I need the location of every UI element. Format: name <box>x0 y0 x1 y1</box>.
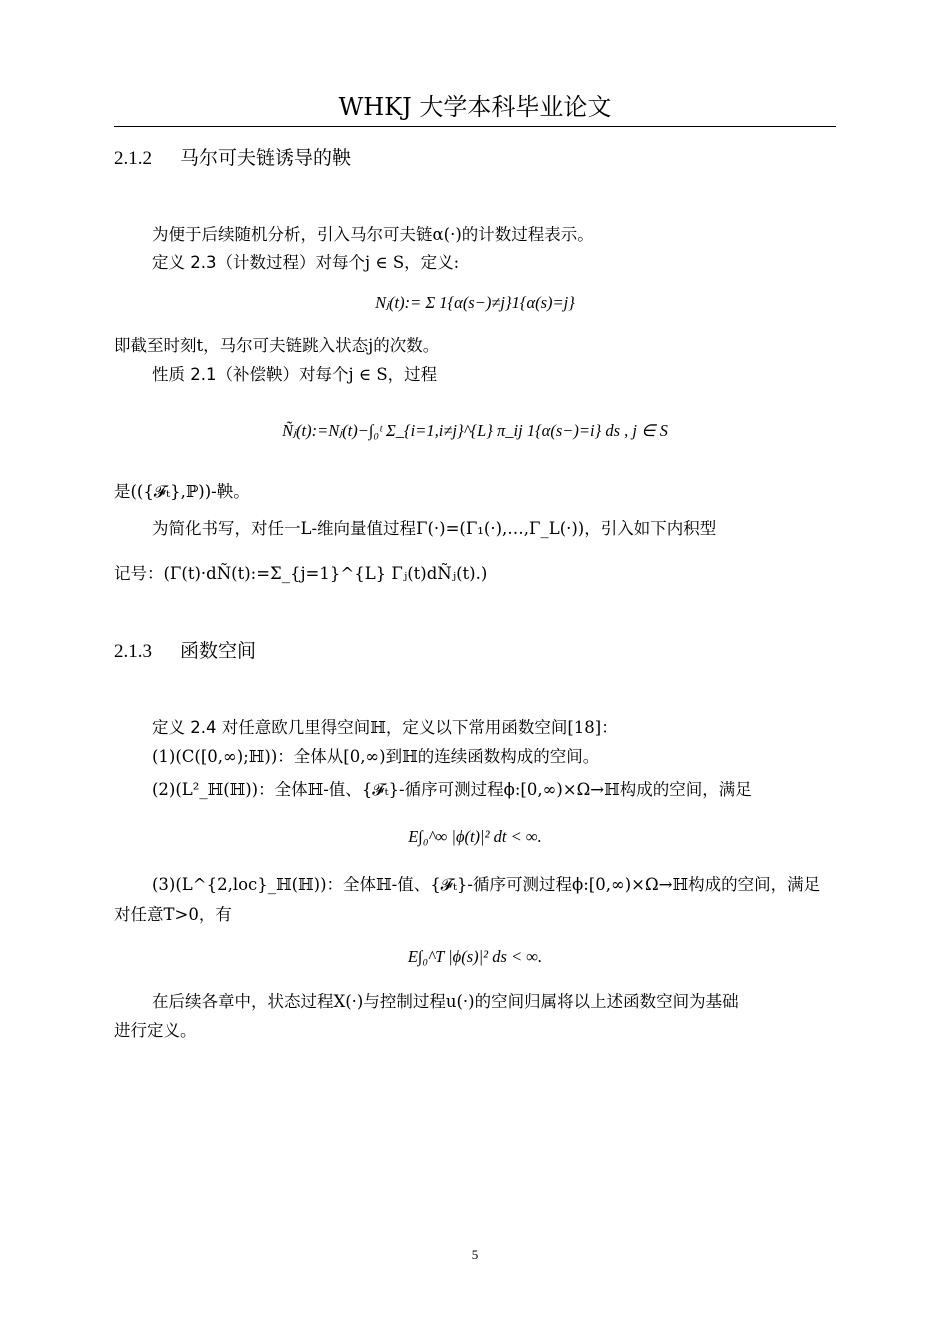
definition-text: 对任意欧几里得空间ℍ，定义以下常用函数空间[18]： <box>221 718 618 737</box>
martingale-statement: 是(({𝓕ₜ},ℙ))-鞅。 <box>114 482 250 501</box>
equation-item-2: E∫₀^∞ |ϕ(t)|² dt < ∞. <box>408 827 542 846</box>
function-space-item-3-line-1: (3)(L^{2,loc}_ℍ(ℍ))：全体ℍ-值、{𝓕ₜ}-循序可测过程ϕ:[0,∞)×Ω→ℍ构成的空间，满足 <box>152 875 821 894</box>
equation-item-3: E∫₀^T |ϕ(s)|² ds < ∞. <box>407 947 543 966</box>
section-title: 函数空间 <box>180 640 257 662</box>
running-header: WHKJ 大学本科毕业论文 <box>338 93 612 121</box>
counting-explanation: 即截至时刻t，马尔可夫链跳入状态j的次数。 <box>114 336 440 355</box>
equation-compensated-martingale: Ñⱼ(t):=Nⱼ(t)−∫₀ᵗ Σ_{i=1,i≠j}^{L} π_ij 1{α(s−)=i} ds , j ∈ S <box>282 421 668 440</box>
closing-paragraph-line-2: 进行定义。 <box>114 1021 197 1040</box>
definition-label: 定义 2.4 <box>152 718 217 737</box>
section-heading-2-1-3 <box>114 638 256 665</box>
definition-2-4 <box>152 717 836 739</box>
intro-paragraph: 为便于后续随机分析，引入马尔可夫链α(·)的计数过程表示。 <box>152 225 594 244</box>
property-text: 对每个j ∈ S，过程 <box>299 365 438 384</box>
notation-paragraph-line-2: 记号：(Γ(t)·dÑ(t):=Σ_{j=1}^{L} Γⱼ(t)dÑⱼ(t).) <box>114 564 488 583</box>
section-number: 2.1.2 <box>114 148 152 169</box>
page-number: 5 <box>471 1247 479 1262</box>
equation-counting-process: Nⱼ(t):= Σ 1{α(s−)≠j}1{α(s)=j} <box>375 293 575 312</box>
definition-label: 定义 2.3（计数过程） <box>152 253 316 272</box>
section-heading-2-1-2 <box>114 145 351 172</box>
definition-text: 对每个j ∈ S，定义: <box>315 253 460 272</box>
closing-paragraph-line-1: 在后续各章中，状态过程X(·)与控制过程u(·)的空间归属将以上述函数空间为基础 <box>152 992 739 1011</box>
function-space-item-2: (2)(L²_ℍ(ℍ))：全体ℍ-值、{𝓕ₜ}-循序可测过程ϕ:[0,∞)×Ω→ℍ构成的空间，满足 <box>152 780 752 799</box>
definition-2-3 <box>152 252 836 274</box>
property-label: 性质 2.1（补偿鞅） <box>152 365 299 384</box>
notation-paragraph-line-1: 为简化书写，对任一L-维向量值过程Γ(·)=(Γ₁(·),…,Γ_L(·))，引入如下内积型 <box>152 519 717 538</box>
section-number: 2.1.3 <box>114 641 152 662</box>
property-2-1 <box>152 364 836 386</box>
section-title: 马尔可夫链诱导的鞅 <box>180 147 352 169</box>
header-rule <box>114 126 836 127</box>
function-space-item-3-line-2: 对任意T>0，有 <box>114 905 232 924</box>
function-space-item-1: (1)(C([0,∞);ℍ))：全体从[0,∞)到ℍ的连续函数构成的空间。 <box>152 747 600 766</box>
